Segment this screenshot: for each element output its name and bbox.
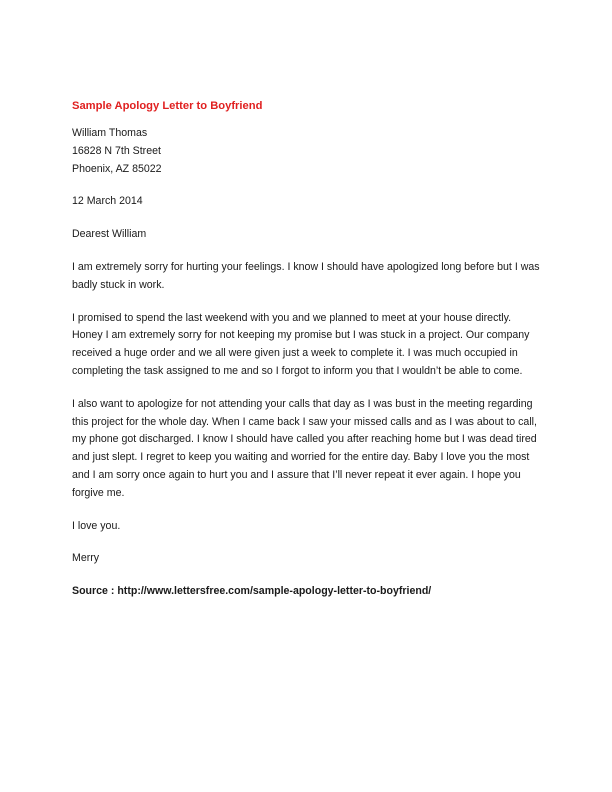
address-line-city: Phoenix, AZ 85022 [72, 162, 162, 175]
closing: I love you. [72, 519, 121, 532]
address-line-name: William Thomas [72, 127, 148, 139]
paragraph-1: I am extremely sorry for hurting your feelings. I know I should have apologized long before but I was badly stuck in work. [72, 260, 540, 291]
paragraph-2: I promised to spend the last weekend with you and we planned to meet at your house directly. Honey I am extremely sorry for not keeping my promise but I was stuck in a project. Our company received a huge order and we all were given just a week to complete it. I was much occupied in completing the task assigned to me and so I forgot to inform you that I wouldn’t be able to come. [72, 311, 530, 377]
address-line-street: 16828 N 7th Street [72, 144, 161, 157]
signature: Merry [72, 552, 100, 565]
letter-title: Sample Apology Letter to Boyfriend [72, 100, 263, 112]
letter-body [72, 98, 542, 601]
salutation: Dearest William [72, 228, 147, 241]
source-link[interactable]: Source : http://www.lettersfree.com/sample-apology-letter-to-boyfriend/ [72, 585, 432, 598]
recipient-address [72, 125, 542, 178]
letter-date: 12 March 2014 [72, 195, 143, 208]
paragraph-3: I also want to apologize for not attending your calls that day as I was bust in the meeting regarding this project for the whole day. When I came back I saw your missed calls and as I was about to call, my phone got discharged. I know I should have called you after reaching home but I was dead tired and just slept. I regret to keep you waiting and worried for the entire day. Baby I love you the most and I am sorry once again to hurt you and I assure that I’ll never repeat it ever again. I hope you forgive me. [72, 397, 537, 499]
